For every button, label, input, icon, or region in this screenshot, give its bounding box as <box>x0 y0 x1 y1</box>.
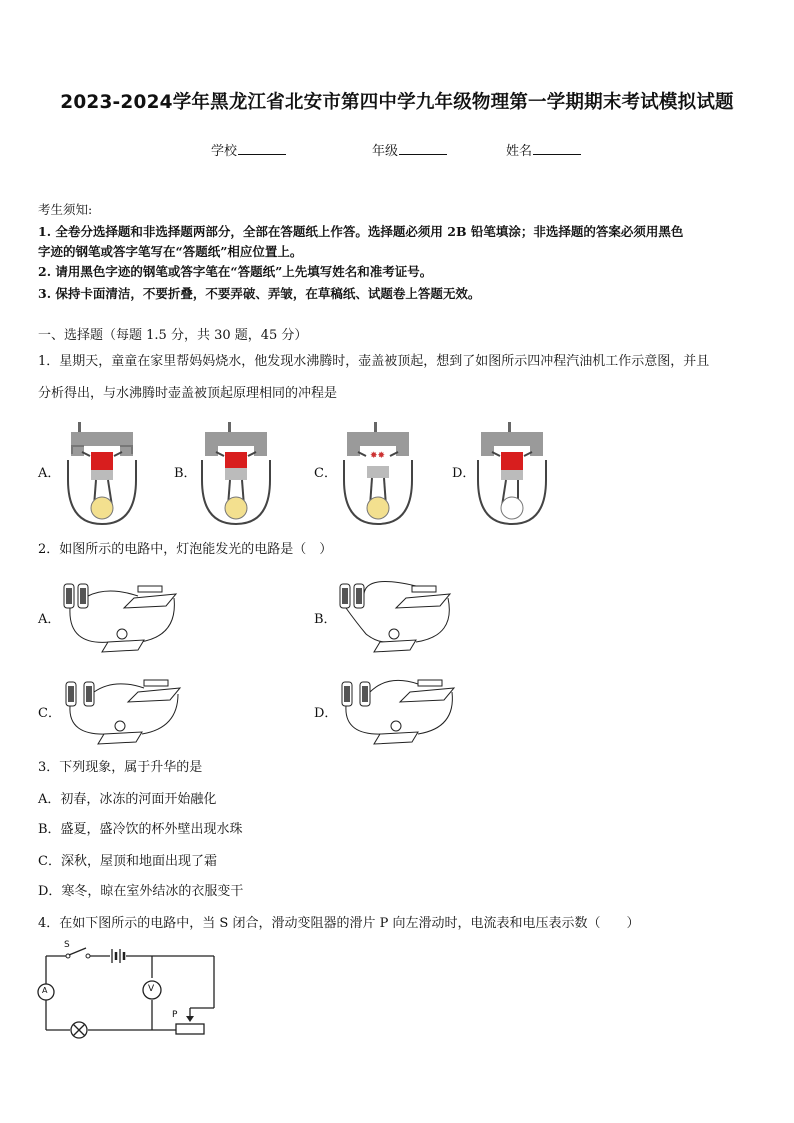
name-blank[interactable] <box>533 142 581 155</box>
notice-item-1b: 字迹的钢笔或答字笔写在“答题纸”相应位置上。 <box>38 244 303 259</box>
school-field[interactable] <box>211 140 286 159</box>
svg-text:✸✸: ✸✸ <box>370 451 386 461</box>
q2-option-b-label[interactable]: B． <box>314 612 337 627</box>
name-field[interactable] <box>506 140 581 159</box>
q3-option-c[interactable]: C．深秋，屋顶和地面出现了霜 <box>38 854 217 869</box>
grade-blank[interactable] <box>399 142 447 155</box>
q1-text-line2: 分析得出，与水沸腾时壶盖被顶起原理相同的冲程是 <box>38 386 338 401</box>
q1-text-line1: 1．星期天，童童在家里帮妈妈烧水，他发现水沸腾时，壶盖被顶起，想到了如图所示四冲程汽油机工作示意图，并且 <box>38 354 710 369</box>
engine-figure-d <box>474 420 550 528</box>
q4-text: 4．在如下图所示的电路中，当 S 闭合，滑动变阻器的滑片 P 向左滑动时，电流表和电压表示数（ ） <box>38 916 640 931</box>
q1-option-a-label[interactable]: A． <box>38 466 61 481</box>
q1-option-c-label[interactable]: C． <box>314 466 337 481</box>
engine-figure-b <box>198 420 274 528</box>
q4-voltmeter-label: V <box>148 984 155 994</box>
q4-circuit-figure <box>36 940 220 1040</box>
q1-option-b-label[interactable]: B． <box>174 466 197 481</box>
q2-option-d-label[interactable]: D． <box>314 706 338 721</box>
name-label: 姓名 <box>506 144 533 159</box>
notice-item-1: 1. 全卷分选择题和非选择题两部分，全部在答题纸上作答。选择题必须用 2B 铅笔填涂；非选择题的答案必须用黑色 <box>38 224 684 239</box>
engine-figure-a <box>64 420 140 528</box>
section-heading: 一、选择题（每题 1.5 分，共 30 题，45 分） <box>38 328 308 343</box>
page-title: 2023-2024学年黑龙江省北安市第四中学九年级物理第一学期期末考试模拟试题 <box>60 92 734 113</box>
q3-option-d[interactable]: D．寒冬，晾在室外结冰的衣服变干 <box>38 884 244 899</box>
notice-item-3: 3. 保持卡面清洁，不要折叠，不要弄破、弄皱，在草稿纸、试题卷上答题无效。 <box>38 286 481 301</box>
q2-text: 2．如图所示的电路中，灯泡能发光的电路是（ ） <box>38 542 333 557</box>
school-label: 学校 <box>211 144 238 159</box>
q2-option-a-label[interactable]: A． <box>38 612 61 627</box>
q3-option-a[interactable]: A．初春，冰冻的河面开始融化 <box>38 792 217 807</box>
engine-figure-c <box>340 420 416 528</box>
circuit-figure-c <box>62 672 186 752</box>
circuit-figure-a <box>60 576 184 660</box>
grade-label: 年级 <box>372 144 399 159</box>
q4-slider-label: P <box>172 1010 178 1020</box>
grade-field[interactable] <box>372 140 447 159</box>
notice-heading: 考生须知: <box>38 202 93 217</box>
q2-option-c-label[interactable]: C． <box>38 706 61 721</box>
circuit-figure-b <box>336 572 460 660</box>
q3-text: 3．下列现象，属于升华的是 <box>38 760 203 775</box>
q1-option-d-label[interactable]: D． <box>452 466 476 481</box>
notice-item-2: 2. 请用黑色字迹的钢笔或答字笔在“答题纸”上先填写姓名和准考证号。 <box>38 264 433 279</box>
q4-ammeter-label: A <box>42 986 48 995</box>
circuit-figure-d <box>338 670 462 752</box>
q4-switch-label: S <box>64 940 70 950</box>
school-blank[interactable] <box>238 142 286 155</box>
q3-option-b[interactable]: B．盛夏，盛冷饮的杯外壁出现水珠 <box>38 822 243 837</box>
